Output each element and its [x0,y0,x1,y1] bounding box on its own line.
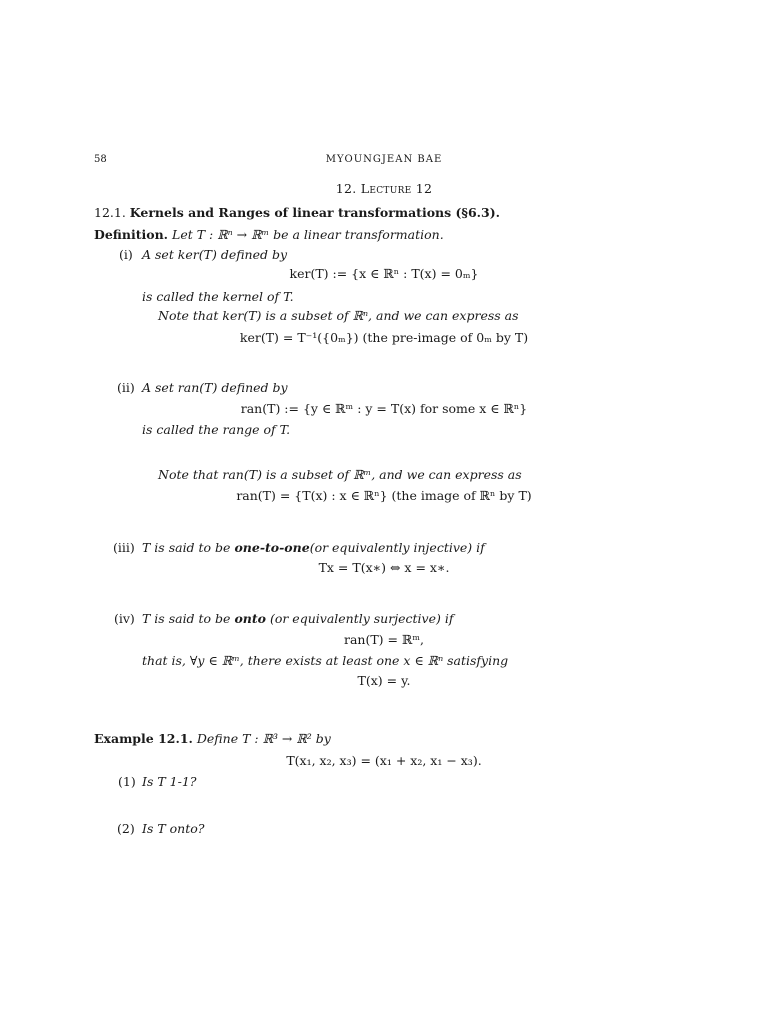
question-1-text: Is T 1-1? [142,774,197,789]
section-title: 12. Lecture 12 [335,181,433,196]
item-iv-line2: that is, ∀y ∈ ℝᵐ, there exists at least one x ∈ ℝⁿ satisfying [142,653,509,668]
item-i-line2: is called the kernel of T. [142,289,294,304]
subsection-number: 12.1. [94,205,126,220]
item-ii-line1: A set ran(T) defined by [142,380,288,395]
item-i-line1: A set ker(T) defined by [142,247,288,262]
example-intro: Define T : ℝ³ → ℝ² by [196,731,331,746]
running-title: MYOUNGJEAN BAE [325,154,443,165]
onto-term: onto [234,611,266,626]
item-i-note: Note that ker(T) is a subset of ℝⁿ, and we can express as [158,308,519,323]
example-heading [94,731,331,746]
definition-intro [94,227,444,242]
surjective-formula: ran(T) = ℝᵐ, [343,632,425,647]
item-ii-marker: (ii) [117,380,135,395]
kernel-formula: ker(T) := {x ∈ ℝⁿ : T(x) = 0ₘ} [289,266,479,281]
surjective-equation: T(x) = y. [357,673,411,688]
item-iv-pre: T is said to be [142,611,235,626]
subsection-heading [94,205,500,220]
item-iv-marker: (iv) [114,611,135,626]
item-iv-post: (or equivalently surjective) if [265,611,454,626]
range-formula: ran(T) := {y ∈ ℝᵐ : y = T(x) for some x ∈ ℝⁿ} [240,401,528,416]
item-iii-marker: (iii) [113,540,135,555]
item-iv-line1 [142,611,453,626]
item-ii-line2: is called the range of T. [142,422,291,437]
range-image-formula: ran(T) = {T(x) : x ∈ ℝⁿ} (the image of ℝⁿ by T) [236,488,532,503]
definition-label: Definition. [94,227,169,242]
page-number: 58 [94,154,107,165]
kernel-preimage-formula: ker(T) = T⁻¹({0ₘ}) (the pre-image of 0ₘ by T) [239,330,529,345]
item-ii-note: Note that ran(T) is a subset of ℝᵐ, and we can express as [158,467,522,482]
example-formula: T(x₁, x₂, x₃) = (x₁ + x₂, x₁ − x₃). [286,753,482,768]
subsection-title: Kernels and Ranges of linear transformations (§6.3). [129,205,500,220]
injective-formula: Tx = T(x∗) ⇔ x = x∗. [318,560,450,575]
question-2-marker: (2) [117,821,135,836]
item-iii-line1 [142,540,485,555]
one-to-one-term: one-to-one [234,540,310,555]
item-iii-post: (or equivalently injective) if [309,540,485,555]
item-iii-pre: T is said to be [142,540,235,555]
question-1-marker: (1) [118,774,136,789]
item-i-marker: (i) [119,247,133,262]
definition-text: Let T : ℝⁿ → ℝᵐ be a linear transformation. [172,227,444,242]
question-2-text: Is T onto? [142,821,205,836]
example-label: Example 12.1. [94,731,193,746]
